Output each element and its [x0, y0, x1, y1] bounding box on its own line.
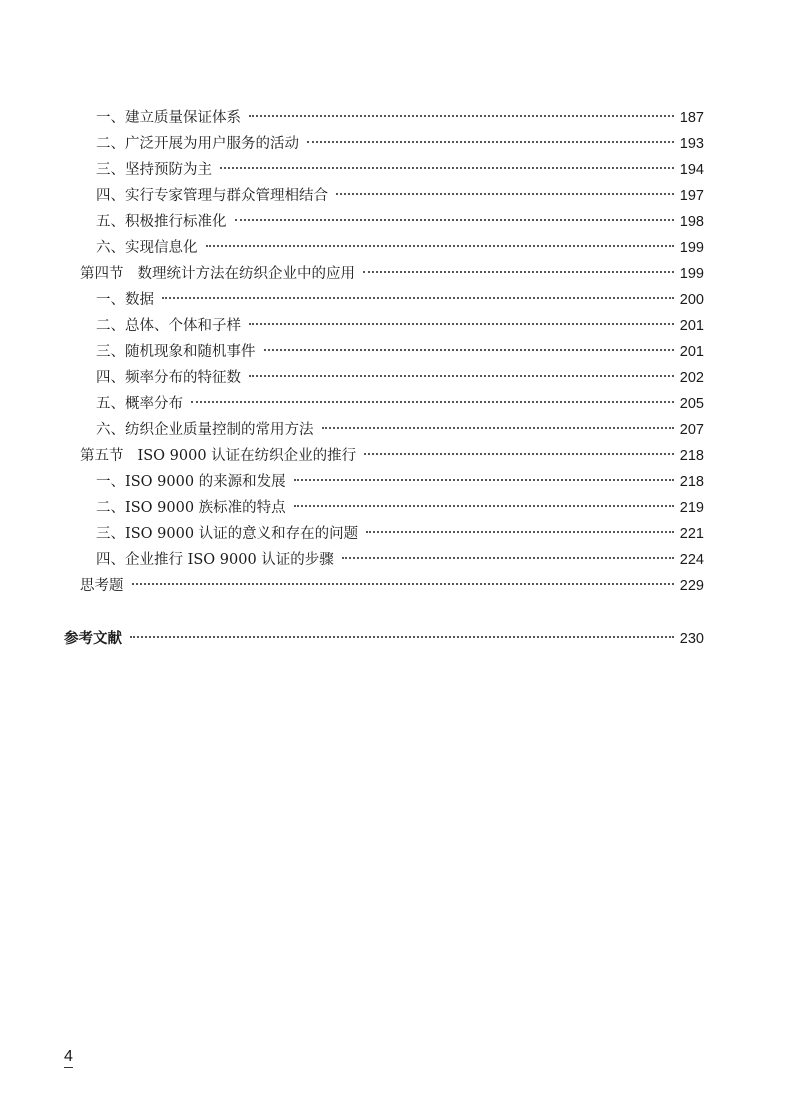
toc-entry-title: 四、实行专家管理与群众管理相结合: [96, 188, 328, 204]
toc-entry-questions[interactable]: [80, 574, 704, 598]
toc-entry-page: 229: [679, 578, 704, 594]
dot-leader: [336, 193, 674, 195]
toc-entry[interactable]: [96, 236, 704, 260]
toc-entry-title: ISO 9000 认证在纺织企业的推行: [137, 448, 357, 464]
toc-entry[interactable]: [96, 132, 704, 156]
toc-entry-page: 199: [679, 240, 704, 256]
dot-leader: [191, 401, 674, 403]
toc-entry-title: 二、广泛开展为用户服务的活动: [96, 136, 299, 152]
toc-entry-title: 思考题: [80, 578, 124, 594]
toc-entry[interactable]: [96, 470, 704, 494]
dot-leader: [342, 557, 674, 559]
dot-leader: [364, 453, 674, 455]
toc-entry-title: 一、ISO 9000 的来源和发展: [96, 474, 286, 490]
toc-entry[interactable]: [96, 158, 704, 182]
dot-leader: [363, 271, 674, 273]
dot-leader: [249, 375, 674, 377]
toc-entry[interactable]: [96, 314, 704, 338]
toc-entry[interactable]: [96, 392, 704, 416]
toc-entry-page: 221: [679, 526, 704, 542]
toc-entry[interactable]: [96, 548, 704, 572]
toc-entry-title: 二、总体、个体和子样: [96, 318, 241, 334]
dot-leader: [249, 323, 674, 325]
toc-entry-title: 一、数据: [96, 292, 154, 308]
toc-entry-page: 218: [679, 448, 704, 464]
toc-entry-title: 数理统计方法在纺织企业中的应用: [137, 266, 355, 282]
toc-entry-references[interactable]: [64, 627, 704, 651]
toc-entry-page: 201: [679, 344, 704, 360]
toc-entry-title: 四、频率分布的特征数: [96, 370, 241, 386]
toc-entry-title: 三、随机现象和随机事件: [96, 344, 256, 360]
toc-entry-title: 二、ISO 9000 族标准的特点: [96, 500, 286, 516]
toc-entry-title: 六、实现信息化: [96, 240, 198, 256]
toc-entry-page: 197: [679, 188, 704, 204]
toc-section-label: 第四节: [80, 266, 124, 282]
toc-entry-page: 198: [679, 214, 704, 230]
dot-leader: [307, 141, 674, 143]
toc-entry[interactable]: [96, 340, 704, 364]
toc-entry-title: 六、纺织企业质量控制的常用方法: [96, 422, 314, 438]
dot-leader: [264, 349, 674, 351]
toc-entry-title: 三、ISO 9000 认证的意义和存在的问题: [96, 526, 359, 542]
dot-leader: [130, 636, 674, 638]
toc-entry-page: 200: [679, 292, 704, 308]
dot-leader: [366, 531, 674, 533]
toc-entry-page: 187: [679, 110, 704, 126]
page-number: 4: [64, 1048, 73, 1068]
toc-entry-page: 201: [679, 318, 704, 334]
dot-leader: [132, 583, 674, 585]
toc-entry[interactable]: [96, 418, 704, 442]
toc-section-entry[interactable]: [80, 262, 704, 286]
dot-leader: [220, 167, 674, 169]
toc-entry-page: 224: [679, 552, 704, 568]
dot-leader: [249, 115, 674, 117]
toc-entry-title: 三、坚持预防为主: [96, 162, 212, 178]
toc-entry[interactable]: [96, 496, 704, 520]
toc-entry[interactable]: [96, 366, 704, 390]
toc-entry-page: 207: [679, 422, 704, 438]
toc-entry-page: 218: [679, 474, 704, 490]
toc-section-label: 第五节: [80, 448, 124, 464]
toc-entry[interactable]: [96, 288, 704, 312]
toc-entry-page: 219: [679, 500, 704, 516]
toc-entry-title: 四、企业推行 ISO 9000 认证的步骤: [96, 552, 334, 568]
toc-entry-page: 194: [679, 162, 704, 178]
dot-leader: [294, 479, 674, 481]
dot-leader: [162, 297, 674, 299]
toc-entry[interactable]: [96, 184, 704, 208]
toc-entry-title: 参考文献: [64, 630, 122, 647]
toc-section-entry[interactable]: [80, 444, 704, 468]
toc-entry-page: 193: [679, 136, 704, 152]
toc-entry-page: 202: [679, 370, 704, 386]
toc-entry-page: 205: [679, 396, 704, 412]
dot-leader: [206, 245, 674, 247]
dot-leader: [235, 219, 674, 221]
toc-entry-page: 199: [679, 266, 704, 282]
toc-entry-title: 五、积极推行标准化: [96, 214, 227, 230]
toc-entry[interactable]: [96, 106, 704, 130]
toc-entry-page: 230: [679, 631, 704, 647]
toc-entry[interactable]: [96, 210, 704, 234]
dot-leader: [322, 427, 674, 429]
dot-leader: [294, 505, 674, 507]
toc-entry[interactable]: [96, 522, 704, 546]
toc-entry-title: 五、概率分布: [96, 396, 183, 412]
toc-entry-title: 一、建立质量保证体系: [96, 110, 241, 126]
